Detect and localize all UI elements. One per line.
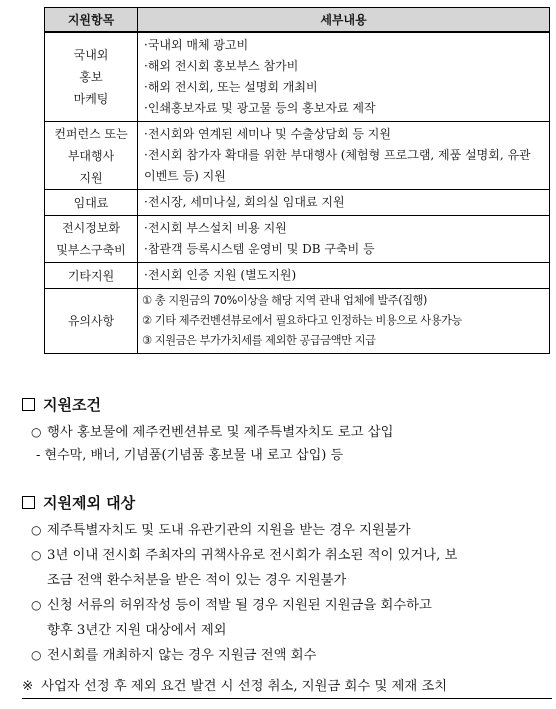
list-item-continuation: 향후 3년간 지원 대상에서 제외 (47, 623, 227, 638)
list-item (22, 420, 552, 445)
list-item (22, 593, 552, 618)
list-item (22, 543, 552, 568)
section-title: 지원조건 (43, 396, 101, 414)
notes-cell (138, 289, 550, 354)
category-label: 국내외 (73, 48, 109, 62)
checkbox-square-icon (22, 398, 35, 411)
circle-bullet-icon: ○ (31, 425, 42, 439)
detail-item: ·참관객 등록시스템 운영비 및 DB 구축비 등 (144, 242, 375, 256)
circle-bullet-icon: ○ (31, 648, 42, 662)
header-details: 세부내용 (138, 8, 550, 33)
category-cell (45, 32, 138, 122)
list-item (22, 643, 552, 668)
support-conditions-section (22, 394, 552, 467)
detail-item: ·국내외 매체 광고비 (144, 38, 249, 52)
table-row (45, 190, 550, 216)
table-row (45, 216, 550, 263)
table-row (45, 32, 550, 122)
category-label: 임대료 (73, 195, 109, 210)
detail-item: ·전시회와 연계된 세미나 및 수출상담회 등 지원 (144, 127, 391, 141)
details-cell (138, 32, 550, 122)
support-items-table (44, 7, 550, 354)
table-row (45, 122, 550, 190)
category-cell (45, 289, 138, 354)
circle-bullet-icon: ○ (31, 523, 42, 537)
detail-item: ·전시회 부스설치 비용 지원 (144, 221, 287, 235)
category-label: 기타지원 (67, 268, 115, 283)
section-heading (22, 394, 552, 416)
list-item-text: 전시회를 개최하지 않는 경우 지원금 전액 회수 (47, 648, 317, 663)
list-item-continuation: 조금 전액 환수처분을 받은 적이 있는 경우 지원불가 (47, 573, 347, 588)
category-label: 컨퍼런스 또는 (54, 126, 128, 141)
details-cell (138, 122, 550, 190)
category-label: 및부스구축비 (56, 243, 126, 257)
table-header-row (45, 8, 550, 33)
details-cell (138, 190, 550, 216)
section-heading (22, 492, 552, 514)
list-item-text: 3년 이내 전시회 주최자의 귀책사유로 전시회가 취소된 적이 있거나, 보 (47, 548, 458, 563)
detail-item: ·전시회 참가자 확대를 위한 부대행사 (체험형 프로그램, 제품 설명회, 유관 이벤트 등) 지원 (144, 148, 531, 183)
header-category: 지원항목 (45, 8, 138, 33)
category-label: 지원 (79, 170, 103, 185)
category-label: 홍보 (79, 70, 103, 84)
detail-item: ·해외 전시회 홍보부스 참가비 (144, 59, 299, 73)
details-cell (138, 216, 550, 263)
footnote (22, 676, 552, 699)
detail-item: ·해외 전시회, 또는 설명회 개최비 (144, 80, 318, 94)
list-item-text: 신청 서류의 허위작성 등이 적발 될 경우 지원된 지원금을 회수하고 (47, 598, 432, 613)
note-item: ③ 지원금은 부가가치세를 제외한 공급금액만 지급 (142, 334, 376, 347)
exclusions-section (22, 492, 552, 668)
list-item-text: 행사 홍보물에 제주컨벤션뷰로 및 제주특별자치도 로고 삽입 (47, 425, 394, 440)
list-item (22, 518, 552, 543)
category-cell (45, 216, 138, 263)
table-row (45, 263, 550, 289)
category-label: 부대행사 (67, 148, 115, 163)
section-title: 지원제외 대상 (43, 494, 136, 512)
details-cell (138, 263, 550, 289)
note-item: ① 총 지원금의 70%이상을 해당 지역 관내 업체에 발주(집행) (142, 294, 428, 307)
reference-mark-icon: ※ (22, 679, 34, 694)
sub-list-item: - 현수막, 배너, 기념품(기념품 홍보물 내 로고 삽입) 등 (36, 448, 344, 463)
detail-item: ·전시장, 세미나실, 회의실 임대료 지원 (144, 195, 345, 209)
footnote-text: 사업자 선정 후 제외 요건 발견 시 선정 취소, 지원금 회수 및 제재 조치 (41, 679, 448, 694)
list-item-text: 제주특별자치도 및 도내 유관기관의 지원을 받는 경우 지원불가 (47, 523, 411, 538)
category-cell (45, 263, 138, 289)
category-label: 전시정보화 (62, 221, 120, 235)
category-label: 유의사항 (67, 314, 115, 328)
circle-bullet-icon: ○ (31, 598, 42, 612)
category-label: 마케팅 (73, 92, 109, 106)
category-cell (45, 190, 138, 216)
note-item: ② 기타 제주컨벤션뷰로에서 필요하다고 인정하는 비용으로 사용가능 (142, 314, 462, 327)
checkbox-square-icon (22, 496, 35, 509)
circle-bullet-icon: ○ (31, 548, 42, 562)
table-row (45, 289, 550, 354)
detail-item: ·전시회 인증 지원 (별도지원) (144, 268, 297, 282)
detail-item: ·인쇄홍보자료 및 광고물 등의 홍보자료 제작 (144, 101, 376, 115)
category-cell (45, 122, 138, 190)
